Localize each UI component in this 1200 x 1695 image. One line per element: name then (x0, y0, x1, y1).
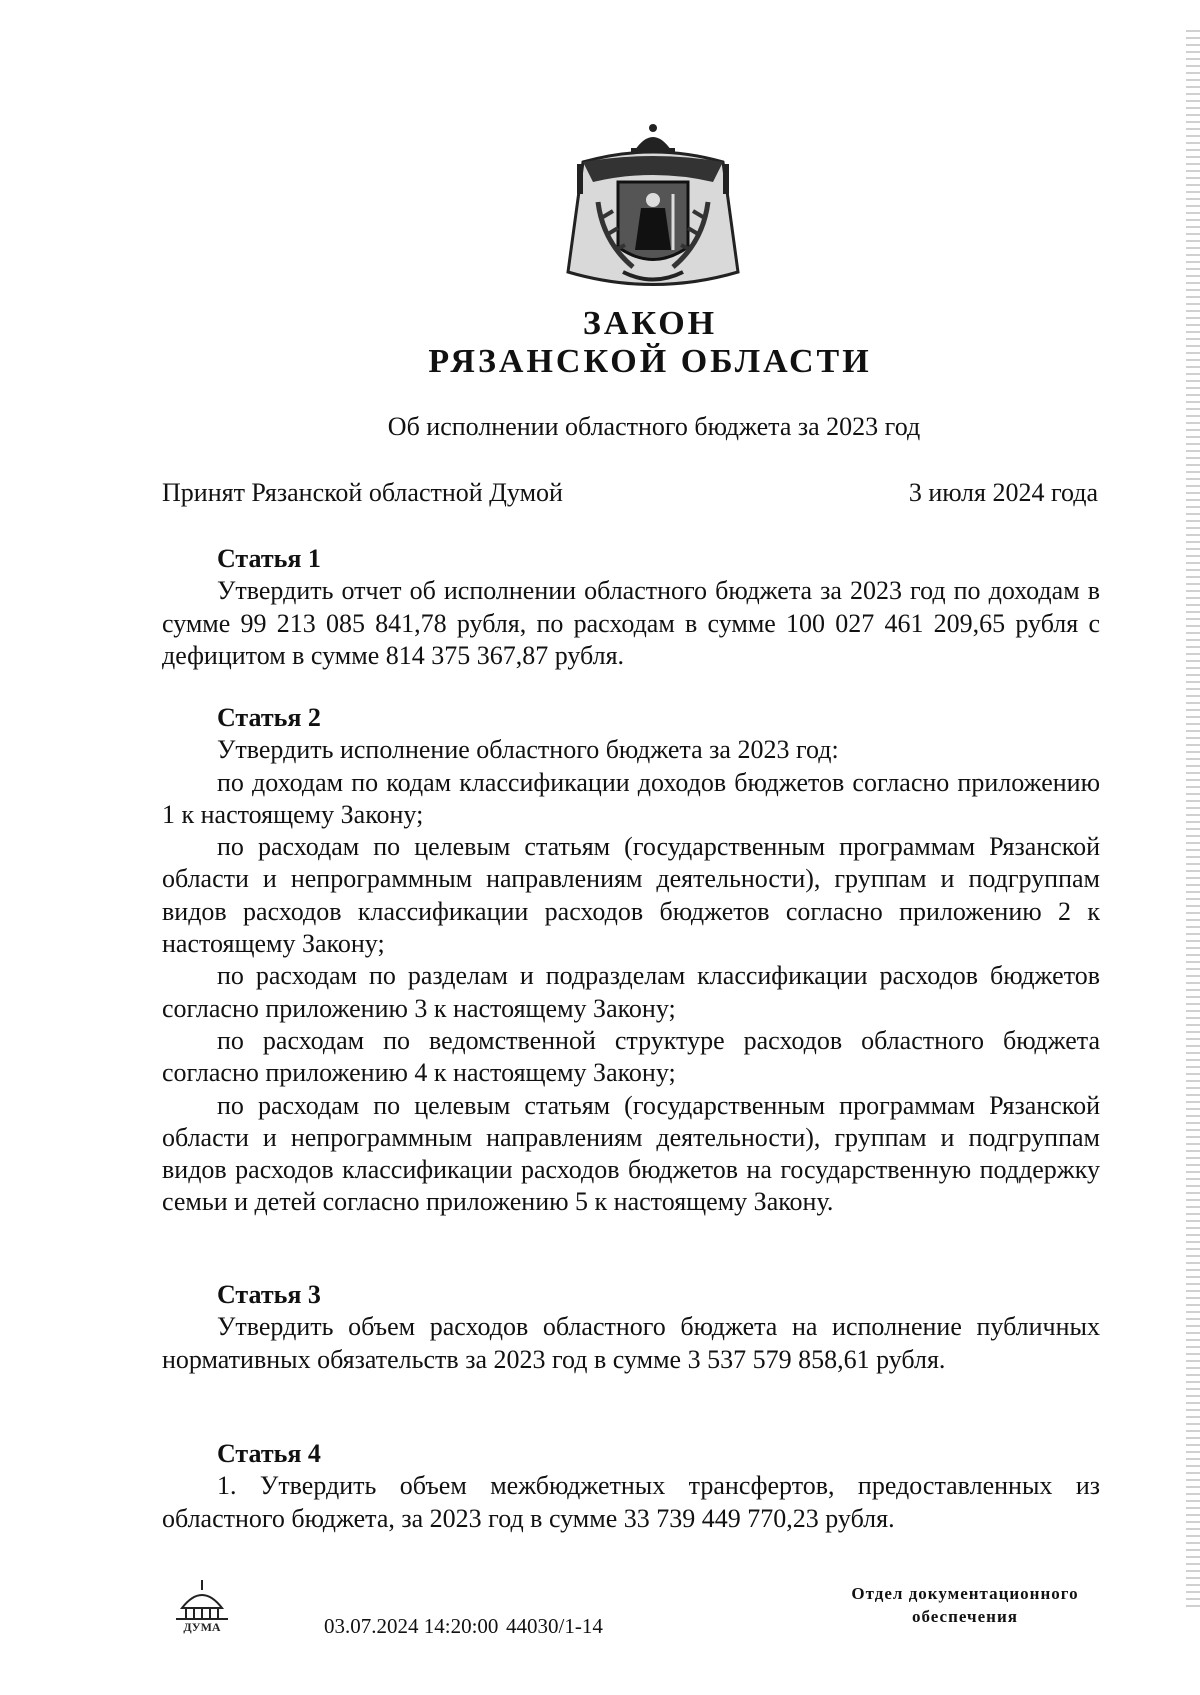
article-paragraph: по расходам по разделам и подразделам классификации расходов бюджетов согласно приложению 3 к настоящему Закону; (162, 961, 1100, 1023)
article-4 (162, 1438, 1100, 1535)
department-stamp (850, 1582, 1080, 1628)
duma-seal-icon (162, 1578, 242, 1636)
adopted-by: Принят Рязанской областной Думой (162, 478, 563, 507)
article-1 (162, 543, 1100, 672)
adopted-date: 3 июля 2024 года (908, 478, 1098, 507)
article-paragraph: 1. Утвердить объем межбюджетных трансфертов, предоставленных из областного бюджета, за 2023 год в сумме 33 739 449 770,23 рубля. (162, 1471, 1100, 1533)
department-line: обеспечения (912, 1607, 1018, 1626)
law-title: ЗАКОН (582, 305, 718, 342)
article-paragraph: Утвердить отчет об исполнении областного бюджета за 2023 год по доходам в сумме 99 213 085 841,78 рубля, по расходам в сумме 100 027 461 209,65 рубля с дефицитом в сумме 814 375 367,87 рубля. (162, 576, 1100, 670)
coat-of-arms-icon (553, 122, 753, 297)
seal-label: ДУМА (183, 1620, 221, 1634)
article-title: Статья 4 (217, 1439, 321, 1468)
department-line: Отдел документационного (851, 1584, 1079, 1603)
article-title: Статья 3 (217, 1280, 321, 1309)
article-title: Статья 2 (217, 703, 321, 732)
article-paragraph: Утвердить объем расходов областного бюджета на исполнение публичных нормативных обязательств за 2023 год в сумме 3 537 579 858,61 рубля. (162, 1312, 1100, 1374)
registration-datetime: 03.07.2024 14:20:00 (324, 1614, 499, 1638)
article-2 (162, 702, 1100, 1219)
region-title: РЯЗАНСКОЙ ОБЛАСТИ (428, 343, 872, 380)
article-paragraph: по расходам по целевым статьям (государственным программам Рязанской области и непрограммным направлениям деятельности), группам и подгруппам видов расходов классификации расходов бюджетов на государственную поддержку семьи и детей согласно приложению 5 к настоящему Закону. (162, 1090, 1100, 1217)
registration-number: 44030/1-14 (506, 1614, 603, 1638)
article-paragraph: Утвердить исполнение областного бюджета за 2023 год: (217, 735, 839, 765)
article-title: Статья 1 (217, 544, 321, 573)
article-paragraph: по доходам по кодам классификации доходов бюджетов согласно приложению 1 к настоящему Закону; (162, 767, 1100, 829)
scan-edge-artifact (1186, 30, 1200, 1610)
article-paragraph: по расходам по целевым статьям (государственным программам Рязанской области и непрограммным направлениям деятельности), группам и подгруппам видов расходов классификации расходов бюджетов согласно приложению 2 к настоящему Закону; (162, 832, 1100, 959)
article-paragraph: по расходам по ведомственной структуре расходов областного бюджета согласно приложению 4 к настоящему Закону; (162, 1025, 1100, 1088)
law-subtitle: Об исполнении областного бюджета за 2023 год (387, 412, 921, 441)
article-3 (162, 1279, 1100, 1376)
